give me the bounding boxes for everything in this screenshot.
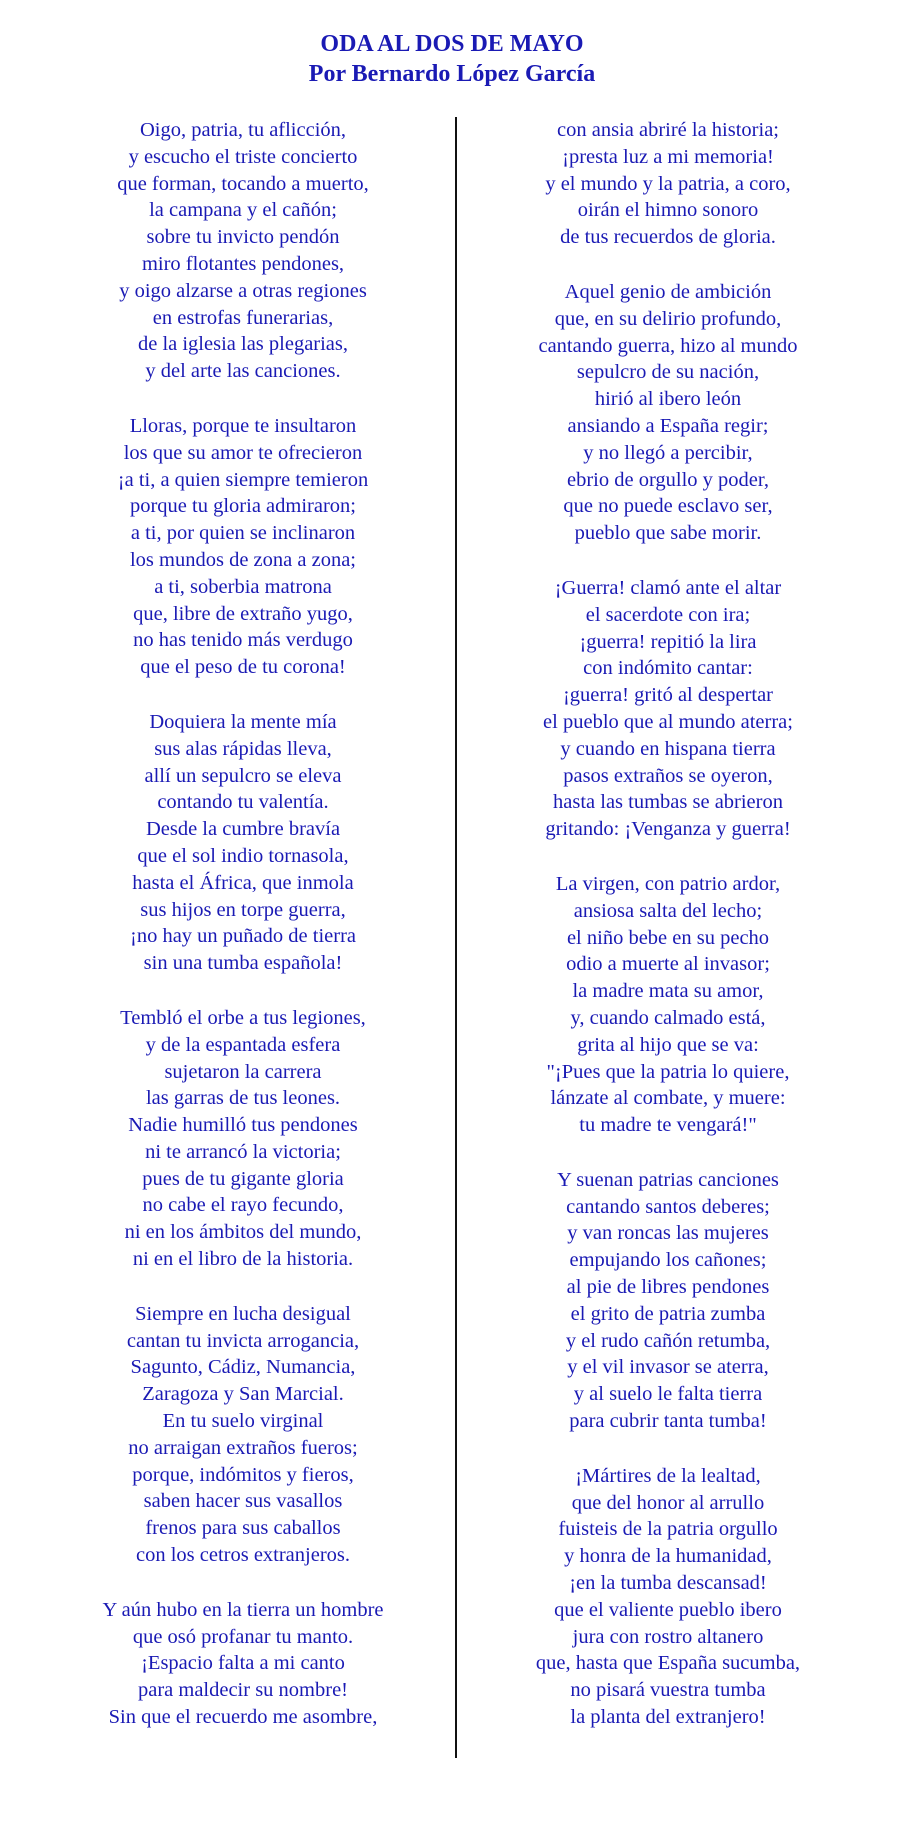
verse-line: ni en el libro de la historia. [132, 1248, 354, 1271]
verse-line: allí un sepulcro se eleva [144, 764, 342, 787]
verse-line: jura con rostro altanero [572, 1625, 764, 1648]
verse-line: lánzate al combate, y muere: [550, 1087, 786, 1110]
verse-line: cantan tu invicta arrogancia, [126, 1329, 360, 1352]
verse-line: hasta el África, que inmola [132, 871, 354, 894]
verse-line: hasta las tumbas se abrieron [553, 791, 783, 814]
verse-line: Siempre en lucha desigual [135, 1302, 351, 1325]
verse-line: no has tenido más verdugo [133, 629, 353, 652]
verse-line: y honra de la humanidad, [564, 1545, 772, 1568]
verse-line: En tu suelo virginal [162, 1410, 324, 1433]
verse-line: ansiosa salta del lecho; [573, 899, 763, 922]
verse-line: a ti, soberbia matrona [154, 575, 332, 598]
verse-line: que osó profanar tu manto. [132, 1625, 354, 1648]
verse-line: y el rudo cañón retumba, [565, 1329, 771, 1352]
verse-line: los que su amor te ofrecieron [123, 441, 363, 464]
poem-author: Por Bernardo López García [308, 61, 596, 87]
verse-line: con indómito cantar: [583, 657, 753, 680]
verse-line: ebrio de orgullo y poder, [566, 468, 770, 491]
verse-line: hirió al ibero león [594, 388, 742, 411]
verse-line: y van roncas las mujeres [567, 1222, 769, 1245]
verse-line: que, en su delirio profundo, [554, 307, 782, 330]
verse-line: para cubrir tanta tumba! [569, 1410, 767, 1433]
verse-line: sin una tumba española! [143, 952, 343, 975]
verse-line: ¡presta luz a mi memoria! [562, 145, 774, 168]
verse-line: ¡Mártires de la lealtad, [575, 1464, 761, 1487]
verse-line: ¡no hay un puñado de tierra [130, 925, 356, 948]
verse-line: de tus recuerdos de gloria. [560, 226, 776, 249]
stanza [60, 117, 426, 385]
stanza [60, 1301, 426, 1569]
verse-line: empujando los cañones; [569, 1249, 767, 1272]
verse-line: y el mundo y la patria, a coro, [545, 172, 791, 195]
verse-line: y al suelo le falta tierra [573, 1383, 763, 1406]
stanza [60, 1005, 426, 1273]
stanza [482, 279, 854, 547]
verse-line: y no llegó a percibir, [583, 441, 753, 464]
verse-line: y oigo alzarse a otras regiones [119, 279, 367, 302]
verse-line: y de la espantada esfera [145, 1033, 341, 1056]
right-column [482, 117, 854, 1759]
verse-line: y escucho el triste concierto [128, 145, 358, 168]
verse-line: sujetaron la carrera [164, 1060, 322, 1083]
verse-line: no cabe el rayo fecundo, [142, 1194, 344, 1217]
verse-line: para maldecir su nombre! [137, 1679, 349, 1702]
verse-line: gritando: ¡Venganza y guerra! [545, 818, 791, 841]
verse-line: con los cetros extranjeros. [135, 1544, 351, 1567]
verse-line: ansiando a España regir; [567, 414, 769, 437]
stanza [60, 1597, 426, 1731]
verse-line: pasos extraños se oyeron, [563, 764, 773, 787]
left-column [60, 117, 426, 1759]
verse-line: las garras de tus leones. [145, 1087, 341, 1110]
verse-line: sobre tu invicto pendón [146, 226, 340, 249]
verse-line: cantando santos deberes; [566, 1195, 770, 1218]
verse-line: sus alas rápidas lleva, [154, 737, 332, 760]
verse-line: ¡Guerra! clamó ante el altar [554, 576, 782, 599]
stanza [482, 871, 854, 1139]
verse-line: fuisteis de la patria orgullo [558, 1518, 778, 1541]
verse-line: Sagunto, Cádiz, Numancia, [130, 1356, 356, 1379]
stanza [482, 575, 854, 843]
verse-line: ni en los ámbitos del mundo, [124, 1221, 362, 1244]
verse-line: miro flotantes pendones, [141, 252, 345, 275]
verse-line: que el valiente pueblo ibero [554, 1598, 782, 1621]
verse-line: que el sol indio tornasola, [137, 844, 349, 867]
verse-line: el pueblo que al mundo aterra; [543, 710, 793, 733]
verse-line: no arraigan extraños fueros; [128, 1436, 358, 1459]
verse-line: ¡guerra! gritó al despertar [562, 684, 773, 707]
verse-line: pues de tu gigante gloria [142, 1167, 344, 1190]
stanza [60, 413, 426, 681]
verse-line: al pie de libres pendones [566, 1276, 770, 1299]
verse-line: odio a muerte al invasor; [566, 953, 770, 976]
column-divider [455, 117, 457, 1758]
verse-line: el grito de patria zumba [570, 1302, 766, 1325]
verse-line: el niño bebe en su pecho [566, 926, 770, 949]
verse-line: no pisará vuestra tumba [570, 1679, 766, 1702]
verse-line: Y aún hubo en la tierra un hombre [102, 1598, 384, 1621]
verse-line: la campana y el cañón; [149, 199, 337, 222]
poem-header [0, 29, 904, 89]
verse-line: la planta del extranjero! [570, 1706, 766, 1729]
verse-line: el sacerdote con ira; [585, 603, 751, 626]
verse-line: sepulcro de su nación, [576, 361, 760, 384]
verse-line: porque, indómitos y fieros, [132, 1463, 354, 1486]
verse-line: y del arte las canciones. [145, 360, 341, 383]
verse-line: pueblo que sabe morir. [574, 522, 762, 545]
verse-line: La virgen, con patrio ardor, [555, 872, 781, 895]
verse-line: Desde la cumbre bravía [145, 818, 341, 841]
verse-line: y cuando en hispana tierra [560, 737, 776, 760]
verse-line: Doquiera la mente mía [149, 710, 337, 733]
verse-line: Aquel genio de ambición [564, 280, 772, 303]
verse-line: con ansia abriré la historia; [557, 119, 779, 141]
verse-line: que, libre de extraño yugo, [133, 602, 353, 625]
verse-line: ¡a ti, a quien siempre temieron [117, 468, 369, 491]
verse-line: que, hasta que España sucumba, [535, 1652, 801, 1675]
stanza [482, 1167, 854, 1435]
verse-line: que forman, tocando a muerto, [117, 172, 369, 195]
verse-line: Nadie humilló tus pendones [128, 1114, 358, 1137]
stanza [60, 709, 426, 977]
verse-line: grita al hijo que se va: [577, 1033, 759, 1056]
verse-line: a ti, por quien se inclinaron [130, 522, 356, 545]
verse-line: Y suenan patrias canciones [557, 1168, 779, 1191]
verse-line: en estrofas funerarias, [152, 306, 334, 329]
verse-line: ni te arrancó la victoria; [145, 1140, 341, 1163]
poem-title: ODA AL DOS DE MAYO [320, 31, 584, 57]
verse-line: "¡Pues que la patria lo quiere, [546, 1060, 790, 1083]
verse-line: Oigo, patria, tu aflicción, [139, 119, 347, 141]
verse-line: la madre mata su amor, [572, 980, 764, 1003]
verse-line: frenos para sus caballos [145, 1517, 341, 1540]
verse-line: y, cuando calmado está, [570, 1006, 766, 1029]
verse-line: ¡en la tumba descansad! [569, 1572, 767, 1595]
verse-line: saben hacer sus vasallos [143, 1490, 343, 1513]
verse-line: ¡guerra! repitió la lira [579, 630, 757, 653]
verse-line: los mundos de zona a zona; [129, 548, 356, 571]
verse-line: oirán el himno sonoro [577, 199, 759, 222]
verse-line: tu madre te vengará!" [579, 1114, 757, 1137]
verse-line: contando tu valentía. [157, 791, 329, 814]
verse-line: Sin que el recuerdo me asombre, [108, 1706, 378, 1729]
verse-line: que no puede esclavo ser, [563, 495, 773, 518]
verse-line: que el peso de tu corona! [140, 656, 346, 679]
verse-line: cantando guerra, hizo al mundo [538, 334, 798, 357]
verse-line: y el vil invasor se aterra, [567, 1356, 769, 1379]
verse-line: ¡Espacio falta a mi canto [141, 1652, 345, 1675]
stanza [482, 1463, 854, 1731]
stanza [482, 117, 854, 251]
verse-line: de la iglesia las plegarias, [137, 333, 349, 356]
verse-line: Tembló el orbe a tus legiones, [120, 1006, 366, 1029]
verse-line: Zaragoza y San Marcial. [142, 1383, 344, 1406]
verse-line: Lloras, porque te insultaron [129, 414, 357, 437]
verse-line: porque tu gloria admiraron; [129, 495, 356, 518]
verse-line: que del honor al arrullo [571, 1491, 765, 1514]
verse-line: sus hijos en torpe guerra, [140, 898, 346, 921]
